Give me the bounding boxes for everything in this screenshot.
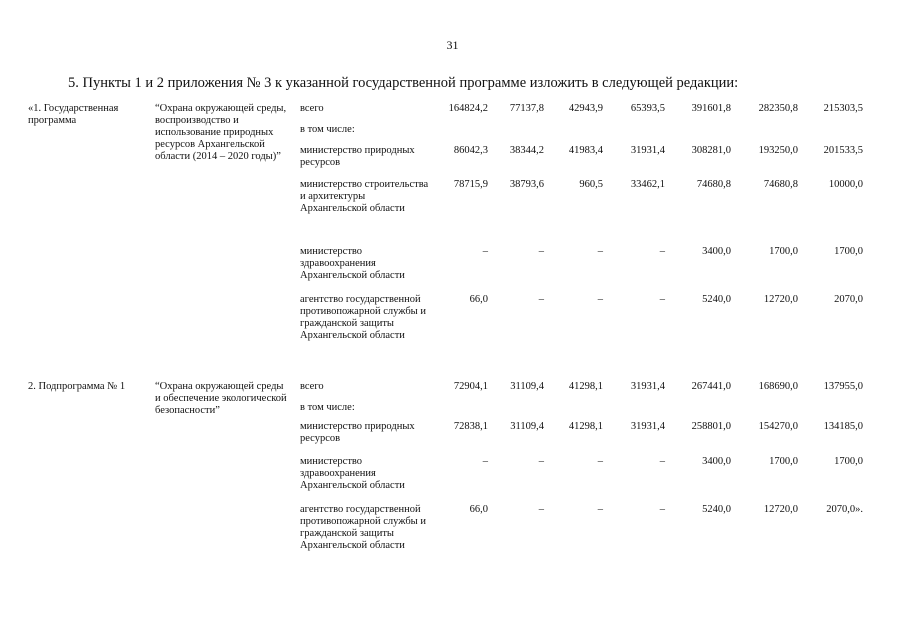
program-label: «1. Государственная программа: [28, 103, 119, 126]
value-cell: 282350,8: [758, 103, 798, 114]
value-cell: 3400,0: [702, 456, 731, 467]
value-cell: –: [597, 246, 603, 257]
value-cell: 41983,4: [568, 145, 603, 156]
value-cell: 72838,1: [453, 421, 488, 432]
subprogram-description: “Охрана окружающей среды и обеспечение экологической безопасности”: [155, 381, 287, 416]
value-cell: 154270,0: [758, 421, 798, 432]
value-cell: 74680,8: [696, 179, 731, 190]
row-name: министерство здравоохранения Архангельской области: [300, 456, 405, 491]
value-cell: 201533,5: [823, 145, 863, 156]
value-cell: 66,0: [469, 504, 488, 515]
row-name: в том числе:: [300, 402, 355, 413]
value-cell: 31931,4: [630, 421, 665, 432]
value-cell: 12720,0: [763, 504, 798, 515]
value-cell: 137955,0: [823, 381, 863, 392]
value-cell: –: [659, 504, 665, 515]
row-name: в том числе:: [300, 124, 355, 135]
subprogram-label: 2. Подпрограмма № 1: [28, 381, 126, 392]
value-cell: –: [597, 294, 603, 305]
value-cell: 38344,2: [509, 145, 544, 156]
value-cell: 308281,0: [691, 145, 731, 156]
value-cell: 41298,1: [568, 421, 603, 432]
page-number: 31: [446, 38, 459, 52]
value-cell: 33462,1: [630, 179, 665, 190]
value-cell: 5240,0: [702, 294, 731, 305]
value-cell: 31109,4: [510, 421, 544, 432]
program-description: “Охрана окружающей среды, воспроизводство и использование природных ресурсов Архангельской области (2014 – 2020 годы)”: [155, 103, 287, 162]
value-cell: 960,5: [579, 179, 603, 190]
value-cell: –: [538, 246, 544, 257]
value-cell: 134185,0: [823, 421, 863, 432]
value-cell: 5240,0: [702, 504, 731, 515]
row-name: министерство природных ресурсов: [300, 145, 415, 168]
row-name: министерство здравоохранения Архангельской области: [300, 246, 405, 281]
value-cell: –: [482, 246, 488, 257]
value-cell: 1700,0: [834, 456, 863, 467]
value-cell: –: [538, 294, 544, 305]
row-name: всего: [300, 381, 324, 392]
value-cell: 164824,2: [448, 103, 488, 114]
row-name: министерство природных ресурсов: [300, 421, 415, 444]
value-cell: 38793,6: [509, 179, 544, 190]
value-cell: –: [659, 456, 665, 467]
row-name: агентство государственной противопожарной службы и гражданской защиты Архангельской области: [300, 504, 426, 551]
value-cell: 12720,0: [763, 294, 798, 305]
value-cell: 42943,9: [568, 103, 603, 114]
value-cell: 66,0: [469, 294, 488, 305]
value-cell: 1700,0: [834, 246, 863, 257]
value-cell: 78715,9: [453, 179, 488, 190]
value-cell: –: [659, 294, 665, 305]
value-cell: 168690,0: [758, 381, 798, 392]
value-cell: 3400,0: [702, 246, 731, 257]
value-cell: –: [597, 504, 603, 515]
value-cell: 193250,0: [758, 145, 798, 156]
value-cell: 65393,5: [630, 103, 665, 114]
value-cell: 1700,0: [769, 456, 798, 467]
value-cell: 2070,0».: [826, 504, 863, 515]
value-cell: 74680,8: [763, 179, 798, 190]
value-cell: 77137,8: [509, 103, 544, 114]
value-cell: 258801,0: [691, 421, 731, 432]
section-heading: 5. Пункты 1 и 2 приложения № 3 к указанной государственной программе изложить в следующей редакции:: [68, 75, 739, 91]
value-cell: –: [538, 456, 544, 467]
row-name: всего: [300, 103, 324, 114]
value-cell: –: [659, 246, 665, 257]
value-cell: 31931,4: [630, 145, 665, 156]
value-cell: 2070,0: [834, 294, 863, 305]
value-cell: 10000,0: [828, 179, 863, 190]
value-cell: 31109,4: [510, 381, 544, 392]
value-cell: –: [482, 456, 488, 467]
value-cell: 267441,0: [691, 381, 731, 392]
value-cell: –: [597, 456, 603, 467]
value-cell: –: [538, 504, 544, 515]
value-cell: 391601,8: [691, 103, 731, 114]
value-cell: 31931,4: [630, 381, 665, 392]
value-cell: 41298,1: [568, 381, 603, 392]
value-cell: 215303,5: [823, 103, 863, 114]
row-name: министерство строительства и архитектуры Архангельской области: [300, 179, 429, 214]
value-cell: 1700,0: [769, 246, 798, 257]
value-cell: 86042,3: [453, 145, 488, 156]
value-cell: 72904,1: [453, 381, 488, 392]
row-name: агентство государственной противопожарной службы и гражданской защиты Архангельской области: [300, 294, 426, 341]
